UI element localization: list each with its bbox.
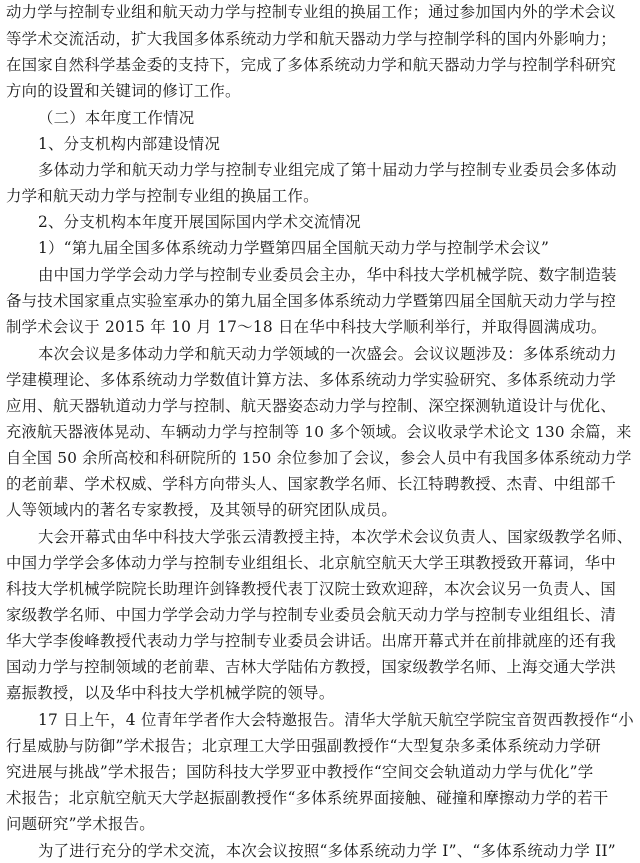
text-line: 充液航天器液体晃动、车辆动力学与控制等 10 多个领域。会议收录学术论文 130 余篇，来 [6, 423, 632, 441]
text-line: 行星威胁与防御”学术报告；北京理工大学田强副教授作“大型复杂多柔体系统动力学研 [6, 737, 601, 755]
text-line: 由中国力学学会动力学与控制专业委员会主办，华中科技大学机械学院、数字制造装 [38, 266, 617, 284]
text-line: 人等领域内的著名专家教授，及其领导的研究团队成员。 [6, 501, 398, 519]
text-line: 动力学与控制专业组和航天动力学与控制专业组的换届工作；通过参加国内外的学术会议 [6, 3, 616, 21]
text-line: 本次会议是多体动力学和航天动力学领域的一次盛会。会议议题涉及：多体系统动力 [38, 345, 617, 363]
text-line: 多体动力学和航天动力学与控制专业组完成了第十届动力学与控制专业委员会多体动 [38, 161, 617, 179]
item-heading: 1）“第九届全国多体系统动力学暨第四届全国航天动力学与控制学术会议” [38, 239, 550, 257]
subsection-heading: 1、分支机构内部建设情况 [38, 135, 221, 153]
subsection-heading: 2、分支机构本年度开展国际国内学术交流情况 [38, 213, 361, 231]
text-line: 在国家自然科学基金委的支持下，完成了多体系统动力学和航天器动力学与控制学科研究 [6, 56, 616, 74]
text-line: 大会开幕式由华中科技大学张云清教授主持，本次学术会议负责人、国家级教学名师、 [38, 528, 633, 546]
text-line: 备与技术国家重点实验室承办的第九届全国多体系统动力学暨第四届全国航天动力学与控 [6, 292, 616, 310]
text-line: 自全国 50 余所高校和科研院所的 150 余位参加了会议，参会人员中有我国多体系统动力学 [6, 449, 632, 467]
text-line: 应用、航天器轨道动力学与控制、航天器姿态动力学与控制、深空探测轨道设计与优化、 [6, 397, 616, 415]
text-line: 方向的设置和关键词的修订工作。 [6, 82, 241, 100]
text-line: 为了进行充分的学术交流，本次会议按照“多体系统动力学 I”、“多体系统动力学 II” [38, 842, 616, 860]
text-line: 中国力学学会多体动力学与控制专业组组长、北京航空航天大学王琪教授致开幕词，华中 [6, 554, 616, 572]
text-line: 的老前辈、学术权威、学科方向带头人、国家教学名师、长江特聘教授、杰青、中组部千 [6, 475, 616, 493]
text-line: 问题研究”学术报告。 [6, 815, 155, 833]
text-line: 力学和航天动力学与控制专业组的换届工作。 [6, 187, 319, 205]
text-line: 科技大学机械学院院长助理许剑锋教授代表丁汉院士致欢迎辞，本次会议另一负责人、国 [6, 580, 616, 598]
section-heading: （二）本年度工作情况 [38, 109, 195, 127]
text-line: 家级教学名师、中国力学学会动力学与控制专业委员会航天动力学与控制专业组组长、清 [6, 606, 616, 624]
text-line: 学建模理论、多体系统动力学数值计算方法、多体系统动力学实验研究、多体系统动力学 [6, 371, 616, 389]
text-line: 17 日上午，4 位青年学者作大会特邀报告。清华大学航天航空学院宝音贺西教授作“小 [38, 711, 634, 729]
text-line: 等学术交流活动，扩大我国多体系统动力学和航天器动力学与控制学科的国内外影响力； [6, 30, 616, 48]
text-line: 术报告；北京航空航天大学赵振副教授作“多体系统界面接触、碰撞和摩擦动力学的若干 [6, 789, 609, 807]
text-line: 嘉振教授，以及华中科技大学机械学院的领导。 [6, 684, 335, 702]
text-line: 制学术会议于 2015 年 10 月 17～18 日在华中科技大学顺利举行，并取得圆满成功。 [6, 318, 607, 336]
text-line: 究进展与挑战”学术报告；国防科技大学罗亚中教授作“空间交会轨道动力学与优化”学 [6, 763, 594, 781]
text-line: 华大学李俊峰教授代表动力学与控制专业委员会讲话。出席开幕式并在前排就座的还有我 [6, 632, 616, 650]
text-line: 国动力学与控制领域的老前辈、吉林大学陆佑方教授，国家级教学名师、上海交通大学洪 [6, 658, 616, 676]
